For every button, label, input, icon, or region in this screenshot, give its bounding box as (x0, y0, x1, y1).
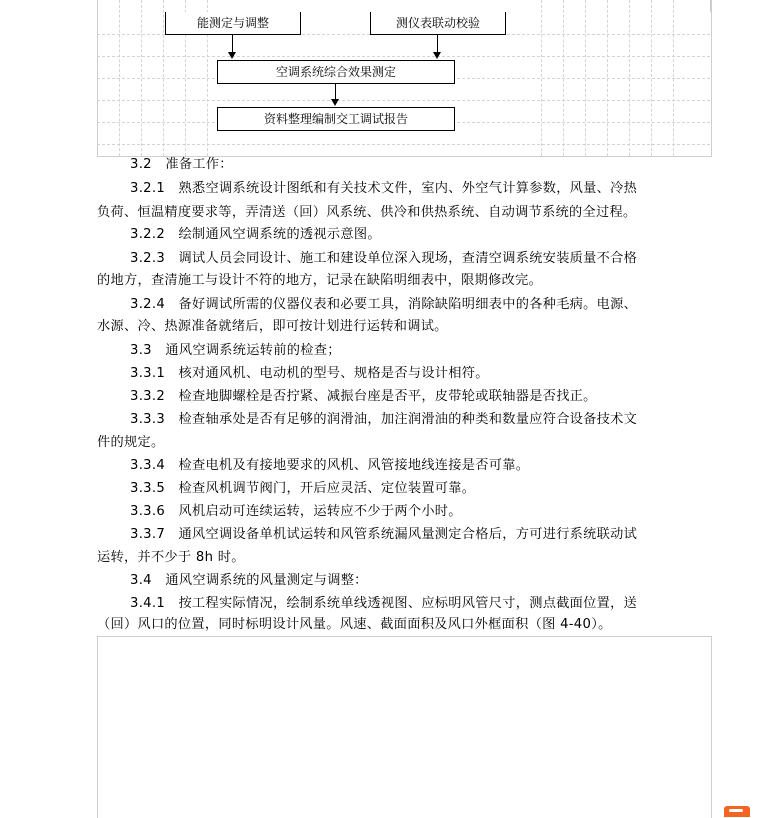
grid-line (585, 0, 586, 156)
item-3-2-2-line1: 3.2.2 绘制通风空调系统的透视示意图。 (130, 227, 381, 242)
grid-line (97, 100, 710, 101)
grid-line (651, 0, 652, 156)
item-3-2-3-line2: 的地方，查清施工与设计不符的地方，记录在缺陷明细表中，限期修改完。 (97, 273, 543, 288)
grid-line (119, 0, 120, 156)
grid-line (141, 0, 142, 156)
flow-box-performance-test: 能测定与调整 (165, 12, 301, 35)
grid-line (563, 0, 564, 156)
arrow-head (228, 52, 236, 59)
item-3-2-4-line1: 3.2.4 备好调试所需的仪器仪表和必要工具，消除缺陷明细表中的各种毛病。电源、 (130, 297, 638, 312)
item-3-3-1-line1: 3.3.1 核对通风机、电动机的型号、规格是否与设计相符。 (130, 366, 489, 381)
arrow-line (437, 35, 438, 53)
item-3-3-3-line2: 件的规定。 (97, 435, 165, 450)
grid-line (629, 0, 630, 156)
grid-line (541, 0, 542, 156)
item-3-4-1-line1: 3.4.1 按工程实际情况，绘制系统单线透视图、应标明风管尺寸，测点截面位置，送 (130, 596, 638, 611)
heading-3-3: 3.3 通风空调系统运转前的检查； (130, 343, 341, 358)
item-3-3-6-line1: 3.3.6 风机启动可连续运转，运转应不少于两个小时。 (130, 504, 462, 519)
arrow-head (433, 52, 441, 59)
grid-line (97, 56, 710, 57)
arrow-head (331, 99, 339, 106)
grid-line (607, 0, 608, 156)
item-3-3-3-line1: 3.3.3 检查轴承处是否有足够的润滑油，加注润滑油的种类和数量应符合设备技术文 (130, 412, 638, 427)
item-3-3-7-line1: 3.3.7 通风空调设备单机试运转和风管系统漏风量测定合格后，方可进行系统联动试 (130, 527, 638, 542)
flow-box-report: 资料整理编制交工调试报告 (217, 107, 455, 131)
flow-box-instrument-calibration: 测仪表联动校验 (370, 12, 506, 35)
app-logo-icon[interactable] (724, 806, 750, 817)
heading-3-4: 3.4 通风空调系统的风量测定与调整： (130, 573, 368, 588)
item-3-2-3-line1: 3.2.3 调试人员会同设计、施工和建设单位深入现场，查清空调系统安装质量不合格 (130, 251, 638, 266)
figure-placeholder-area (97, 636, 712, 818)
item-3-2-4-line2: 水源、冷、热源准备就绪后，即可按计划进行运转和调试。 (97, 319, 448, 334)
arrow-line (335, 84, 336, 99)
grid-line (673, 0, 674, 156)
item-3-4-1-line2: （回）风口的位置，同时标明设计风量。风速、截面面积及风口外框面积（图 4-40）。 (97, 617, 612, 632)
grid-line (163, 0, 164, 156)
item-3-3-2-line1: 3.3.2 检查地脚螺栓是否拧紧、减振台座是否平，皮带轮或联轴器是否找正。 (130, 389, 597, 404)
item-3-2-1-line2: 负荷、恒温精度要求等，弄清送（回）风系统、供冷和供热系统、自动调节系统的全过程。 (97, 205, 637, 220)
item-3-3-4-line1: 3.3.4 检查电机及有接地要求的风机、风管接地线连接是否可靠。 (130, 458, 530, 473)
heading-3-2: 3.2 准备工作： (130, 157, 233, 172)
arrow-line (232, 35, 233, 53)
item-3-3-7-line2: 运转，并不少于 8h 时。 (97, 550, 245, 565)
grid-line (97, 144, 710, 145)
item-3-3-5-line1: 3.3.5 检查风机调节阀门，开后应灵活、定位装置可靠。 (130, 481, 476, 496)
item-3-2-1-line1: 3.2.1 熟悉空调系统设计图纸和有关技术文件，室内、外空气计算参数，风量、冷热 (130, 181, 638, 196)
flow-box-overall-effect-test: 空调系统综合效果测定 (217, 60, 455, 84)
